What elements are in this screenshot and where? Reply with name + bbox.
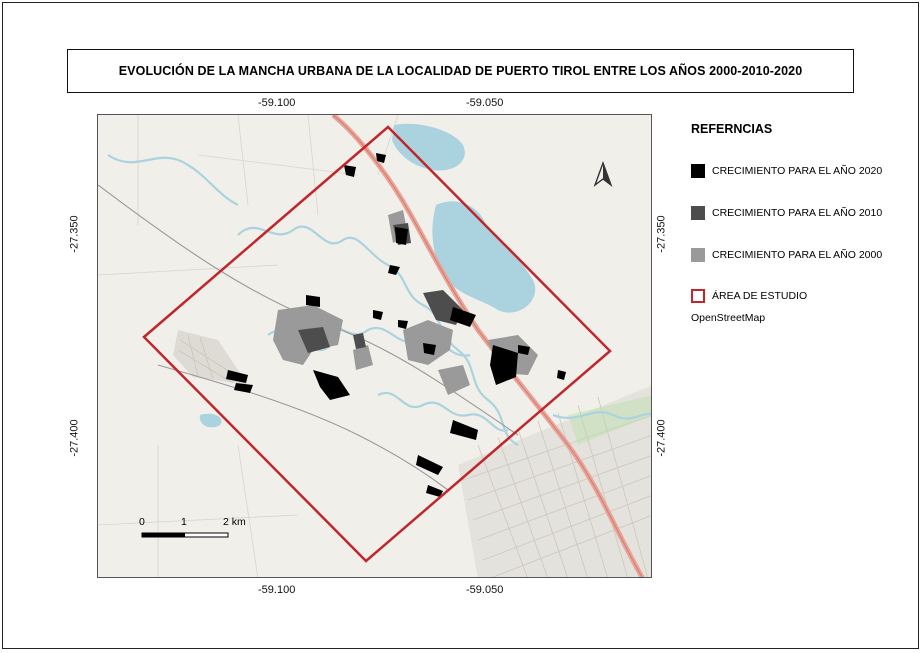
bottom-lon-tick-2: -59.050 (466, 584, 504, 596)
scale-label-0: 0 (139, 516, 145, 528)
scale-bar (142, 533, 228, 537)
scale-label-2km: 2 km (223, 516, 246, 528)
legend-item-2010 (691, 206, 882, 220)
top-lon-tick-2: -59.050 (466, 97, 504, 109)
top-lon-tick-1: -59.100 (258, 97, 296, 109)
legend-heading: REFERNCIAS (691, 122, 773, 136)
legend-item-2000 (691, 248, 882, 262)
right-lat-tick-2: -27.400 (655, 419, 668, 457)
legend-swatch-2010 (691, 206, 705, 220)
right-lat-tick-1: -27.350 (655, 215, 668, 253)
legend-label-study-area: ÁREA DE ESTUDIO (712, 290, 808, 302)
legend-swatch-2020 (691, 164, 705, 178)
legend-label-2000: CRECIMIENTO PARA EL AÑO 2000 (712, 249, 883, 261)
bottom-lon-tick-1: -59.100 (258, 584, 296, 596)
legend-label-2020: CRECIMIENTO PARA EL AÑO 2020 (712, 165, 883, 177)
legend-item-study-area (691, 289, 807, 303)
legend-swatch-study-area (691, 289, 705, 303)
map-title: EVOLUCIÓN DE LA MANCHA URBANA DE LA LOCALIDAD DE PUERTO TIROL ENTRE LOS AÑOS 2000-2010-2020 (118, 64, 803, 78)
left-lat-tick-1: -27.350 (68, 215, 81, 253)
scale-label-1: 1 (181, 516, 187, 528)
legend-label-2010: CRECIMIENTO PARA EL AÑO 2010 (712, 207, 883, 219)
legend-swatch-2000 (691, 248, 705, 262)
map-svg (98, 115, 652, 578)
title-box (67, 49, 854, 93)
left-lat-tick-2: -27.400 (68, 419, 81, 457)
legend-item-2020 (691, 164, 882, 178)
map-canvas (97, 114, 652, 578)
map-credit: OpenStreetMap (691, 312, 766, 324)
